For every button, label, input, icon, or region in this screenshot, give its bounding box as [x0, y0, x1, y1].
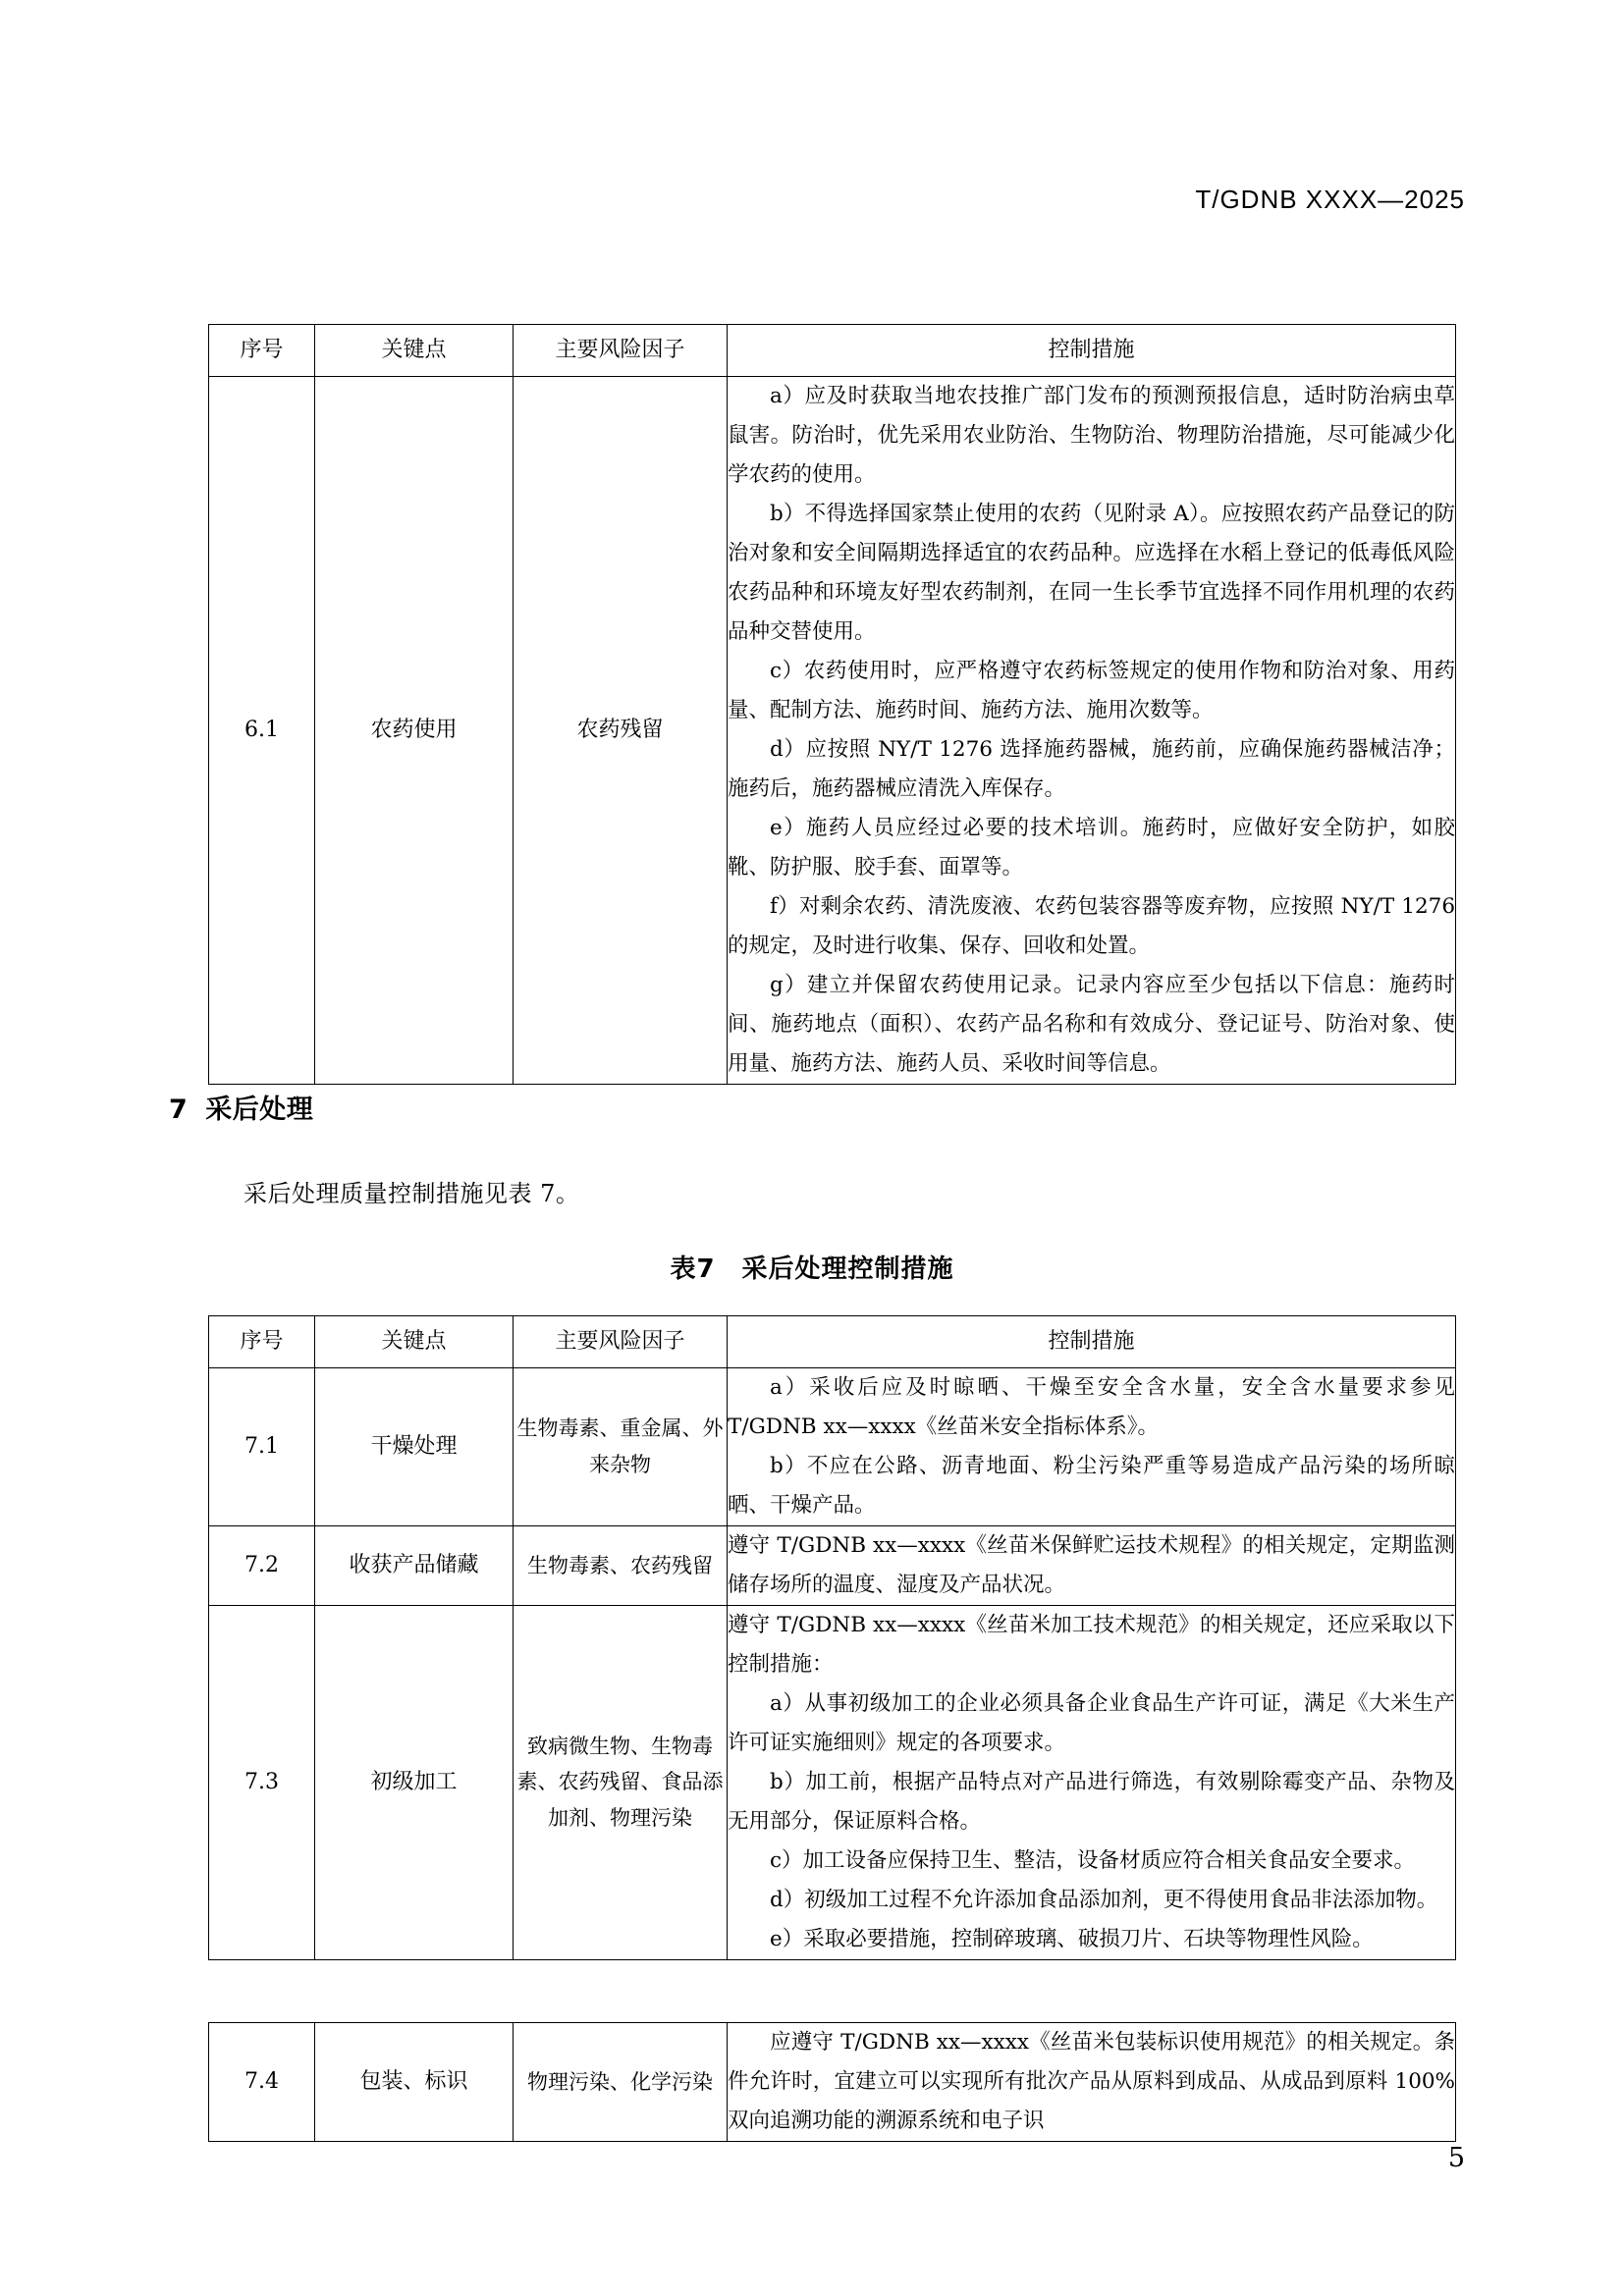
column-header-seq: 序号 [209, 1316, 315, 1368]
measure-item: a）采收后应及时晾晒、干燥至安全含水量，安全含水量要求参见 T/GDNB xx—xxxx《丝苗米安全指标体系》。 [728, 1375, 1455, 1439]
measure-item: e）采取必要措施，控制碎玻璃、破损刀片、石块等物理性风险。 [770, 1926, 1374, 1951]
cell-seq: 7.4 [209, 2023, 315, 2142]
cell-keypoint: 包装、标识 [315, 2023, 514, 2142]
cell-seq: 7.1 [209, 1368, 315, 1526]
measure-item: e）施药人员应经过必要的技术培训。施药时，应做好安全防护，如胶靴、防护服、胶手套、面罩等。 [728, 815, 1455, 880]
table-row [209, 1605, 1456, 1959]
measure-item: d）初级加工过程不允许添加食品添加剂，更不得使用食品非法添加物。 [770, 1887, 1438, 1912]
cell-seq: 7.2 [209, 1525, 315, 1605]
table-6 [208, 324, 1456, 1085]
section-title: 采后处理 [205, 1095, 314, 1125]
table-row [209, 1525, 1456, 1605]
measure-item: b）加工前，根据产品特点对产品进行筛选，有效剔除霉变产品、杂物及无用部分，保证原料合格。 [728, 1769, 1455, 1834]
table-7 [208, 1315, 1456, 1960]
measure-item: d）应按照 NY/T 1276 选择施药器械，施药前，应确保施药器械洁净；施药后，施药器械应清洗入库保存。 [728, 736, 1455, 801]
column-header-seq: 序号 [209, 325, 315, 377]
cell-measures [728, 1525, 1456, 1605]
cell-risk: 生物毒素、重金属、外来杂物 [514, 1368, 728, 1526]
measure-item: b）不得选择国家禁止使用的农药（见附录 A）。应按照农药产品登记的防治对象和安全间隔期选择适宜的农药品种。应选择在水稻上登记的低毒低风险农药品种和环境友好型农药制剂，在同一生长季节宜选择不同作用机理的农药品种交替使用。 [728, 501, 1455, 644]
table-row [209, 377, 1456, 1085]
cell-measures [728, 377, 1456, 1085]
cell-seq: 6.1 [209, 377, 315, 1085]
section-heading-7 [169, 1088, 313, 1126]
section-number: 7 [169, 1095, 189, 1125]
cell-risk: 物理污染、化学污染 [514, 2023, 728, 2142]
page-number: 5 [1447, 2143, 1465, 2173]
cell-seq: 7.3 [209, 1605, 315, 1959]
section-paragraph: 采后处理质量控制措施见表 7。 [244, 1180, 580, 1207]
column-header-keypoint: 关键点 [315, 325, 514, 377]
table-row [209, 2023, 1456, 2142]
measure-item: b）不应在公路、沥青地面、粉尘污染严重等易造成产品污染的场所晾晒、干燥产品。 [728, 1453, 1455, 1518]
cell-keypoint: 干燥处理 [315, 1368, 514, 1526]
column-header-risk: 主要风险因子 [514, 325, 728, 377]
column-header-measures: 控制措施 [728, 325, 1456, 377]
measure-item: g）建立并保留农药使用记录。记录内容应至少包括以下信息：施药时间、施药地点（面积）、农药产品名称和有效成分、登记证号、防治对象、使用量、施药方法、施药人员、采收时间等信息。 [728, 972, 1455, 1076]
cell-measures [728, 1605, 1456, 1959]
table-7-caption: 表7 采后处理控制措施 [670, 1255, 954, 1284]
measure-item: c）农药使用时，应严格遵守农药标签规定的使用作物和防治对象、用药量、配制方法、施药时间、施药方法、施用次数等。 [728, 658, 1455, 722]
column-header-measures: 控制措施 [728, 1316, 1456, 1368]
cell-keypoint: 农药使用 [315, 377, 514, 1085]
measure-item: f）对剩余农药、清洗废液、农药包装容器等废弃物，应按照 NY/T 1276 的规定，及时进行收集、保存、回收和处置。 [728, 893, 1455, 958]
measure-item: a）应及时获取当地农技推广部门发布的预测预报信息，适时防治病虫草鼠害。防治时，优先采用农业防治、生物防治、物理防治措施，尽可能减少化学农药的使用。 [728, 384, 1455, 487]
cell-measures [728, 2023, 1456, 2142]
cell-risk: 农药残留 [514, 377, 728, 1085]
measure-item: 遵守 T/GDNB xx—xxxx《丝苗米加工技术规范》的相关规定，还应采取以下控制措施： [728, 1612, 1455, 1677]
table-row [209, 1368, 1456, 1526]
cell-keypoint: 收获产品储藏 [315, 1525, 514, 1605]
table-header-row [209, 325, 1456, 377]
cell-risk: 致病微生物、生物毒素、农药残留、食品添加剂、物理污染 [514, 1605, 728, 1959]
measure-item: c）加工设备应保持卫生、整洁，设备材质应符合相关食品安全要求。 [770, 1847, 1416, 1873]
cell-risk: 生物毒素、农药残留 [514, 1525, 728, 1605]
column-header-keypoint: 关键点 [315, 1316, 514, 1368]
table-7-continued [208, 2022, 1456, 2142]
measure-item: 遵守 T/GDNB xx—xxxx《丝苗米保鲜贮运技术规程》的相关规定，定期监测储存场所的温度、湿度及产品状况。 [728, 1532, 1455, 1597]
measure-item: a）从事初级加工的企业必须具备企业食品生产许可证，满足《大米生产许可证实施细则》规定的各项要求。 [728, 1690, 1455, 1755]
table7-last-row-clipped [208, 2022, 1459, 2145]
cell-measures [728, 1368, 1456, 1526]
table7-container [208, 1315, 1455, 1960]
cell-keypoint: 初级加工 [315, 1605, 514, 1959]
table-header-row [209, 1316, 1456, 1368]
column-header-risk: 主要风险因子 [514, 1316, 728, 1368]
table6-container [208, 324, 1455, 1085]
measure-item: 应遵守 T/GDNB xx—xxxx《丝苗米包装标识使用规范》的相关规定。条件允许时，宜建立可以实现所有批次产品从原料到成品、从成品到原料 100%双向追溯功能的溯源系统和电子识 [728, 2030, 1455, 2133]
running-header: T/GDNB XXXX—2025 [1195, 185, 1465, 214]
